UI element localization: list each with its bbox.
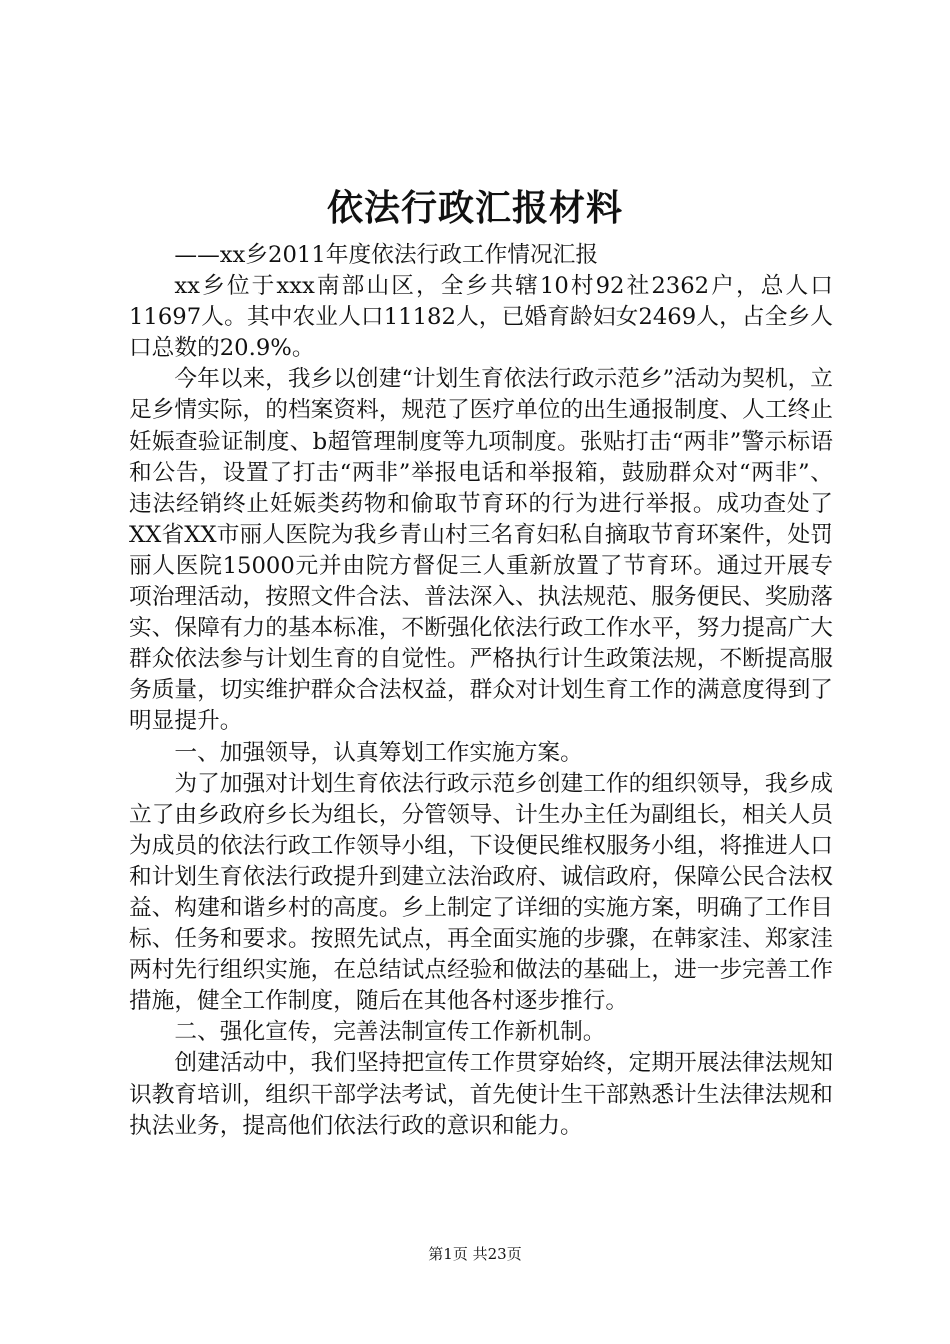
paragraph-leadership: 为了加强对计划生育依法行政示范乡创建工作的组织领导，我乡成立了由乡政府乡长为组长，分管领导、计生办主任为副组长，相关人员为成员的依法行政工作领导小组，下设便民维权服务小组，将推进人口和计划生育依法行政提升到建立法治政府、诚信政府，保障公民合法权益、构建和谐乡村的高度。乡上制定了详细的实施方案，明确了工作目标、任务和要求。按照先试点，再全面实施的步骤，在韩家洼、郑家洼两村先行组织实施，在总结试点经验和做法的基础上，进一步完善工作措施，健全工作制度，随后在其他各村逐步推行。 xyxy=(129,770,833,1015)
paragraph-activities: 今年以来，我乡以创建“计划生育依法行政示范乡”活动为契机，立足乡情实际，的档案资料，规范了医疗单位的出生通报制度、人工终止妊娠查验证制度、b超管理制度等九项制度。张贴打击“两非”警示标语和公告，设置了打击“两非”举报电话和举报箱，鼓励群众对“两非”、违法经销终止妊娠类药物和偷取节育环的行为进行举报。成功查处了XX省XX市丽人医院为我乡青山村三名育妇私自摘取节育环案件，处罚丽人医院15000元并由院方督促三人重新放置了节育环。通过开展专项治理活动，按照文件合法、普法深入、执法规范、服务便民、奖励落实、保障有力的基本标准，不断强化依法行政工作水平，努力提高广大群众依法参与计划生育的自觉性。严格执行计生政策法规，不断提高服务质量，切实维护群众合法权益，群众对计划生育工作的满意度得到了明显提升。 xyxy=(129,366,833,735)
paragraph-overview: xx乡位于xxx南部山区，全乡共辖10村92社2362户，总人口11697人。其中农业人口11182人，已婚育龄妇女2469人，占全乡人口总数的20.9%。 xyxy=(129,273,833,362)
document-body xyxy=(129,240,833,1142)
section-heading-2: 二、强化宣传，完善法制宣传工作新机制。 xyxy=(174,1019,606,1046)
document-subtitle: ——xx乡2011年度依法行政工作情况汇报 xyxy=(174,242,599,268)
paragraph-publicity: 创建活动中，我们坚持把宣传工作贯穿始终，定期开展法律法规知识教育培训，组织干部学法考试，首先使计生干部熟悉计生法律法规和执法业务，提高他们依法行政的意识和能力。 xyxy=(129,1050,833,1139)
page-footer: 第1页 共23页 xyxy=(428,1245,522,1263)
section-heading-1: 一、加强领导，认真筹划工作实施方案。 xyxy=(174,739,583,766)
document-title: 依法行政汇报材料 xyxy=(326,187,623,229)
